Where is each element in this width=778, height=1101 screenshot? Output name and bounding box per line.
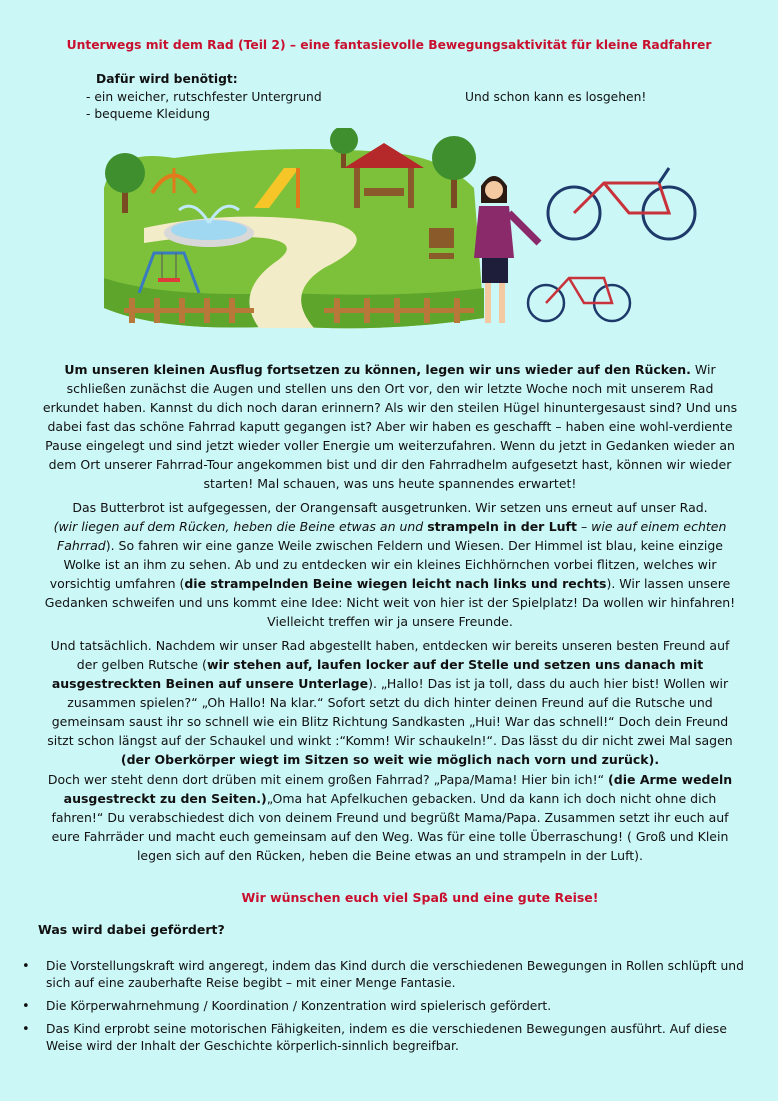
story-italic: (wir liegen auf dem Rücken, heben die Beine etwas an und [53, 519, 428, 534]
story-paragraph [40, 770, 740, 865]
story-bold: Um unseren kleinen Ausflug fortsetzen zu können, legen wir uns wieder auf den Rücken. [64, 362, 691, 377]
list-item: • Das Kind erprobt seine motorischen Fähigkeiten, indem es die verschiedenen Bewegungen ausführt. Auf diese Weise wird der Inhalt der Geschichte körperlich-sinnlich begreifbar. [22, 1021, 762, 1055]
promote-heading: Was wird dabei gefördert? [38, 922, 225, 937]
story-bold: (der Oberkörper wiegt im Sitzen so weit wie möglich nach vorn und zurück). [120, 752, 660, 767]
playground-illustration [84, 128, 704, 348]
story-text: ). Wir lassen unsere Gedanken schweifen und uns kommt eine Idee: Nicht weit von hier ist der Spielplatz! Da wollen wir hinfahren! Vielleicht treffen wir ja unsere Freunde. [44, 576, 736, 629]
list-item: • Die Körperwahrnehmung / Koordination / Konzentration wird spielerisch gefördert. [22, 998, 762, 1015]
needs-heading: Dafür wird benötigt: [96, 72, 238, 86]
story-text: Das Butterbrot ist aufgegessen, der Orangensaft ausgetrunken. Wir setzen uns erneut auf unser Rad. [72, 500, 708, 515]
bicycle-icon [528, 278, 630, 321]
story-text: „Oma hat Apfelkuchen gebacken. Und da kann ich doch nicht ohne dich fahren!“ Du verabschiedest dich von deinem Freund und begrüßt Mama/Papa. Zusammen setzt ihr euch auf eure Fahrräder und macht euch gemeinsam auf den Weg. Was für eine tolle Überraschung! ( Groß und Klein legen sich auf den Rücken, heben die Beine etwas an und strampeln in der Luft). [51, 791, 729, 863]
story-text: Und tatsächlich. Nachdem wir unser Rad abgestellt haben, entdecken wir bereits unseren besten Freund auf der gelben Rutsche ( [50, 638, 730, 672]
story-bold: strampeln in der Luft [427, 519, 577, 534]
list-item: • Die Vorstellungskraft wird angeregt, indem das Kind durch die verschiedenen Bewegungen in Rollen schlüpft und sich auf eine zauberhafte Reise begibt – mit einer Menge Fantasie. [22, 958, 762, 992]
bench-icon [429, 228, 454, 259]
needs-item: - ein weicher, rutschfester Untergrund [86, 90, 322, 104]
story-text: Wir schließen zunächst die Augen und stellen uns den Ort vor, den wir letzte Woche noch mit unserem Rad erkundet haben. Kannst du dich noch daran erinnern? Als wir den steilen Hügel hinuntergesaust sind? Und uns dabei fast das schöne Fahrrad kaputt gegangen ist? Aber wir haben es geschafft – haben eine wohl-verdiente Pause eingelegt und sind jetzt wieder voller Energie um weiterzufahren. Wenn du jetzt in Gedanken wieder an dem Ort unserer Fahrrad-Tour angekommen bist und dir den Fahrradhelm aufgesetzt hast, können wir wieder starten! Mal schauen, was uns heute spannendes erwartet! [42, 362, 738, 491]
start-note: Und schon kann es losgehen! [465, 90, 647, 104]
page-title: Unterwegs mit dem Rad (Teil 2) – eine fantasievolle Bewegungsaktivität für kleine Radfahrer [66, 38, 712, 52]
story-bold: (die Arme wedeln ausgestreckt zu den Seiten.) [63, 772, 733, 806]
story-italic: – wie auf einem echten Fahrrad [57, 519, 727, 553]
promote-list [22, 958, 762, 1061]
bicycle-icon [548, 168, 695, 239]
story-text: Doch wer steht denn dort drüben mit einem großen Fahrrad? „Papa/Mama! Hier bin ich!“ [47, 772, 609, 787]
story-paragraph [40, 636, 740, 769]
story-text: ). „Hallo! Das ist ja toll, dass du auch hier bist! Wollen wir zusammen spielen?“ „Oh Hallo! Na klar.“ Sofort setzt du dich hinter deinen Freund auf die Rutsche und gemeinsam saust ihr so schnell wie ein Blitz Richtung Sandkasten „Hui! War das schnell!“ Doch dein Freund sitzt schon längst auf der Schaukel und winkt :“Komm! Wir schaukeln!“. Das lässt du dir nicht zwei Mal sagen [47, 676, 733, 748]
story-paragraph [40, 498, 740, 631]
story-bold: die strampelnden Beine wiegen leicht nach links und rechts [184, 576, 607, 591]
story-paragraph [40, 360, 740, 493]
needs-item: - bequeme Kleidung [86, 107, 210, 121]
story-text: ). So fahren wir eine ganze Weile zwischen Feldern und Wiesen. Der Himmel ist blau, keine einzige Wolke ist an ihm zu sehen. Ab und zu entdecken wir ein kleines Eichhörnchen vorbei flitzen, welches wir vorsichtig umfahren ( [49, 538, 723, 591]
wish-line: Wir wünschen euch viel Spaß und eine gute Reise! [241, 890, 599, 905]
story-bold: wir stehen auf, laufen locker auf der Stelle und setzen uns danach mit ausgestreckten Beinen auf unsere Unterlage [51, 657, 704, 691]
